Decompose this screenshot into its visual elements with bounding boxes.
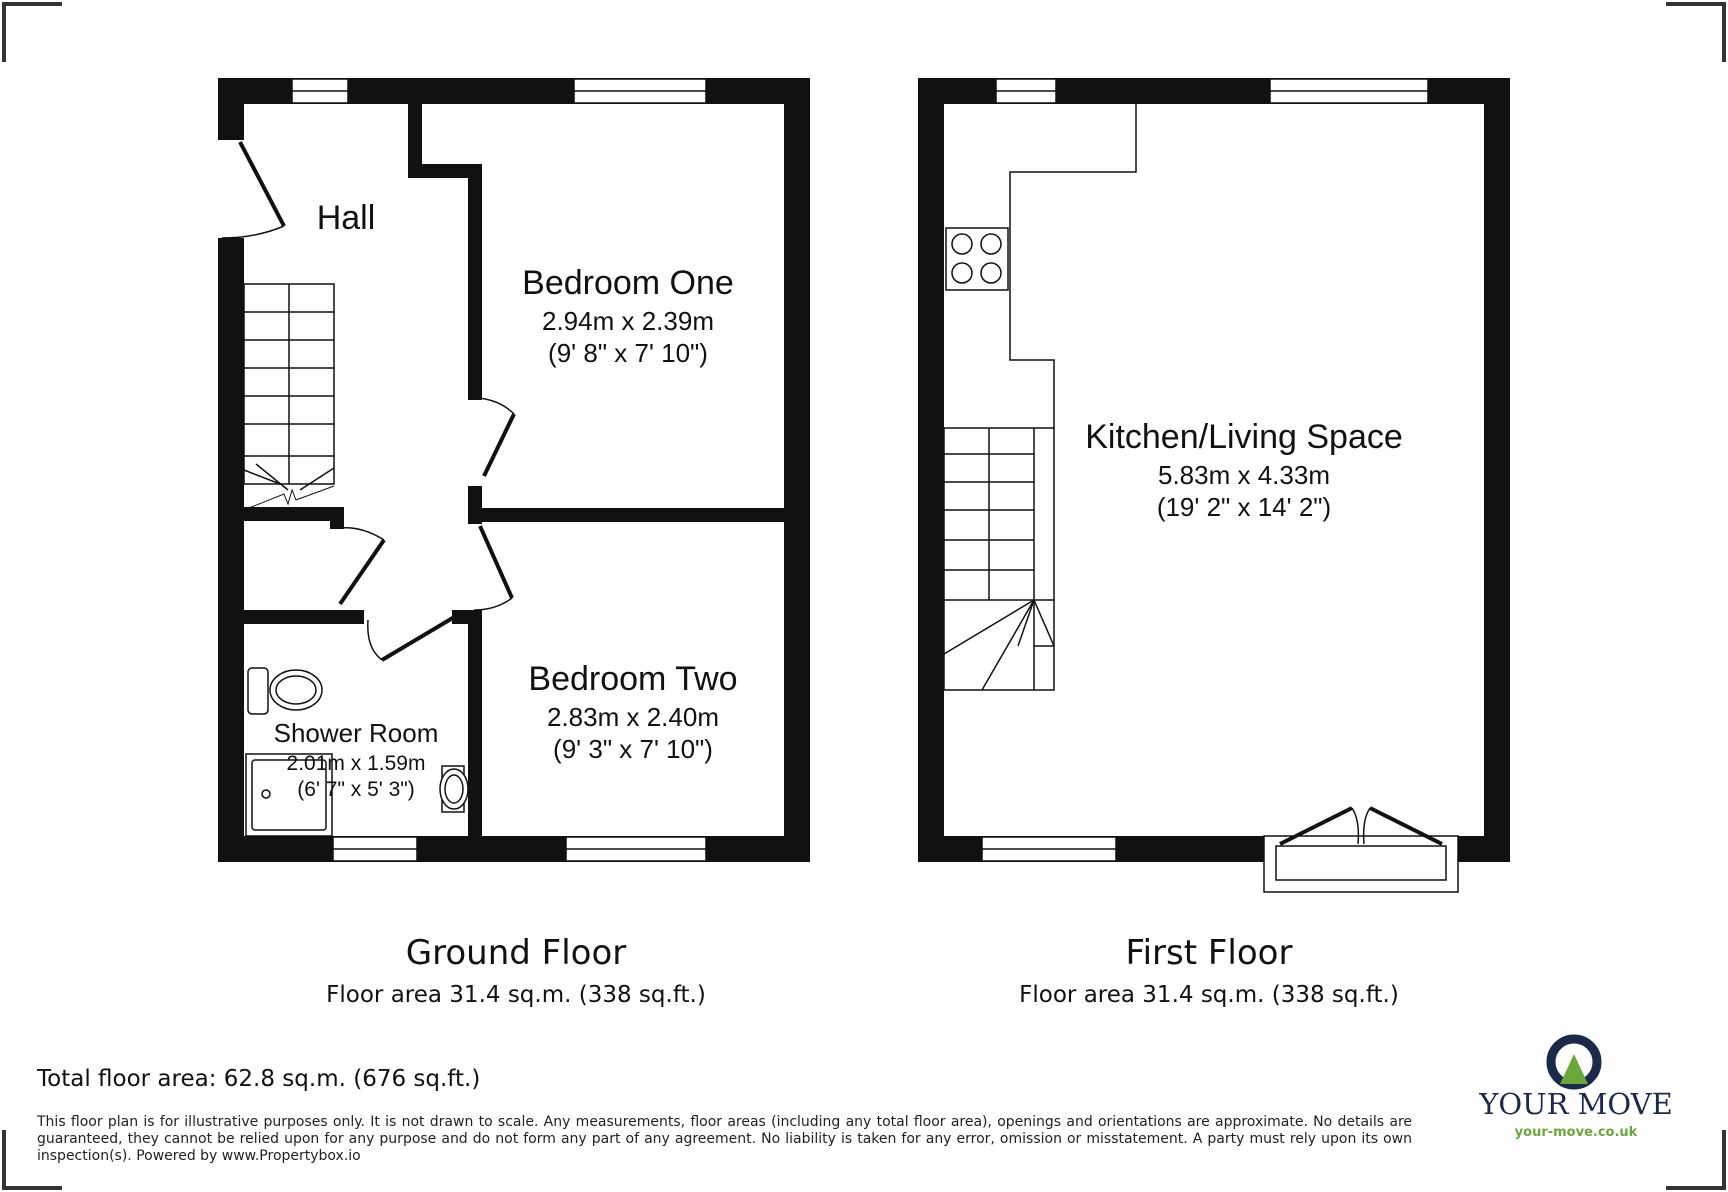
first-floor-plan [918, 78, 1510, 892]
ground-floor-labels [274, 199, 738, 801]
ground-floor-title: Ground Floor [405, 933, 627, 973]
ground-floor-area: Floor area 31.4 sq.m. (338 sq.ft.) [326, 982, 706, 1008]
logo-wordmark: YOUR MOVE [1479, 1087, 1673, 1121]
your-move-logo [1478, 1039, 1672, 1140]
room-shower-room-imperial: (6' 7" x 5' 3") [297, 778, 415, 801]
first-floor-french-doors [1264, 808, 1458, 892]
logo-leaf [1560, 1054, 1588, 1084]
kitchen-worktop [1010, 104, 1136, 428]
logo-url: your-move.co.uk [1514, 1125, 1638, 1140]
room-shower-room-name: Shower Room [273, 718, 439, 748]
room-kitchen-metric: 5.83m x 4.33m [1158, 460, 1330, 490]
room-bedroom-one-imperial: (9' 8" x 7' 10") [548, 338, 708, 368]
room-kitchen-name: Kitchen/Living Space [1085, 418, 1403, 456]
first-floor-title: First Floor [1125, 933, 1293, 973]
room-hall-name: Hall [316, 199, 376, 237]
toilet-icon [248, 668, 322, 714]
room-bedroom-two-metric: 2.83m x 2.40m [547, 702, 719, 732]
ground-floor-stairs [244, 284, 334, 510]
room-bedroom-one-name: Bedroom One [522, 264, 734, 302]
room-shower-room-metric: 2.01m x 1.59m [286, 752, 426, 775]
room-kitchen-imperial: (19' 2" x 14' 2") [1156, 492, 1332, 522]
floor-captions [326, 933, 1399, 1008]
basin-icon [440, 766, 468, 812]
ground-floor-plan [218, 78, 810, 862]
first-floor-labels [1085, 418, 1403, 522]
disclaimer-text: This floor plan is for illustrative purposes only. It is not drawn to scale. Any measurements, floor areas (including any total floor area), openings and orientations are approximate. No details are guaranteed, they cannot be relied upon for any purpose and do not form any part of any agreement. No liability is taken for any error, omission or misstatement. A party must rely upon its own inspection(s). Powered by www.Propertybox.io [37, 1114, 1412, 1164]
first-floor-area: Floor area 31.4 sq.m. (338 sq.ft.) [1019, 982, 1399, 1008]
total-floor-area: Total floor area: 62.8 sq.m. (676 sq.ft.) [37, 1066, 481, 1092]
first-floor-stairs [944, 428, 1054, 690]
hob-icon [946, 228, 1008, 290]
room-bedroom-one-metric: 2.94m x 2.39m [542, 306, 714, 336]
room-bedroom-two-name: Bedroom Two [528, 660, 738, 698]
room-bedroom-two-imperial: (9' 3" x 7' 10") [553, 734, 713, 764]
